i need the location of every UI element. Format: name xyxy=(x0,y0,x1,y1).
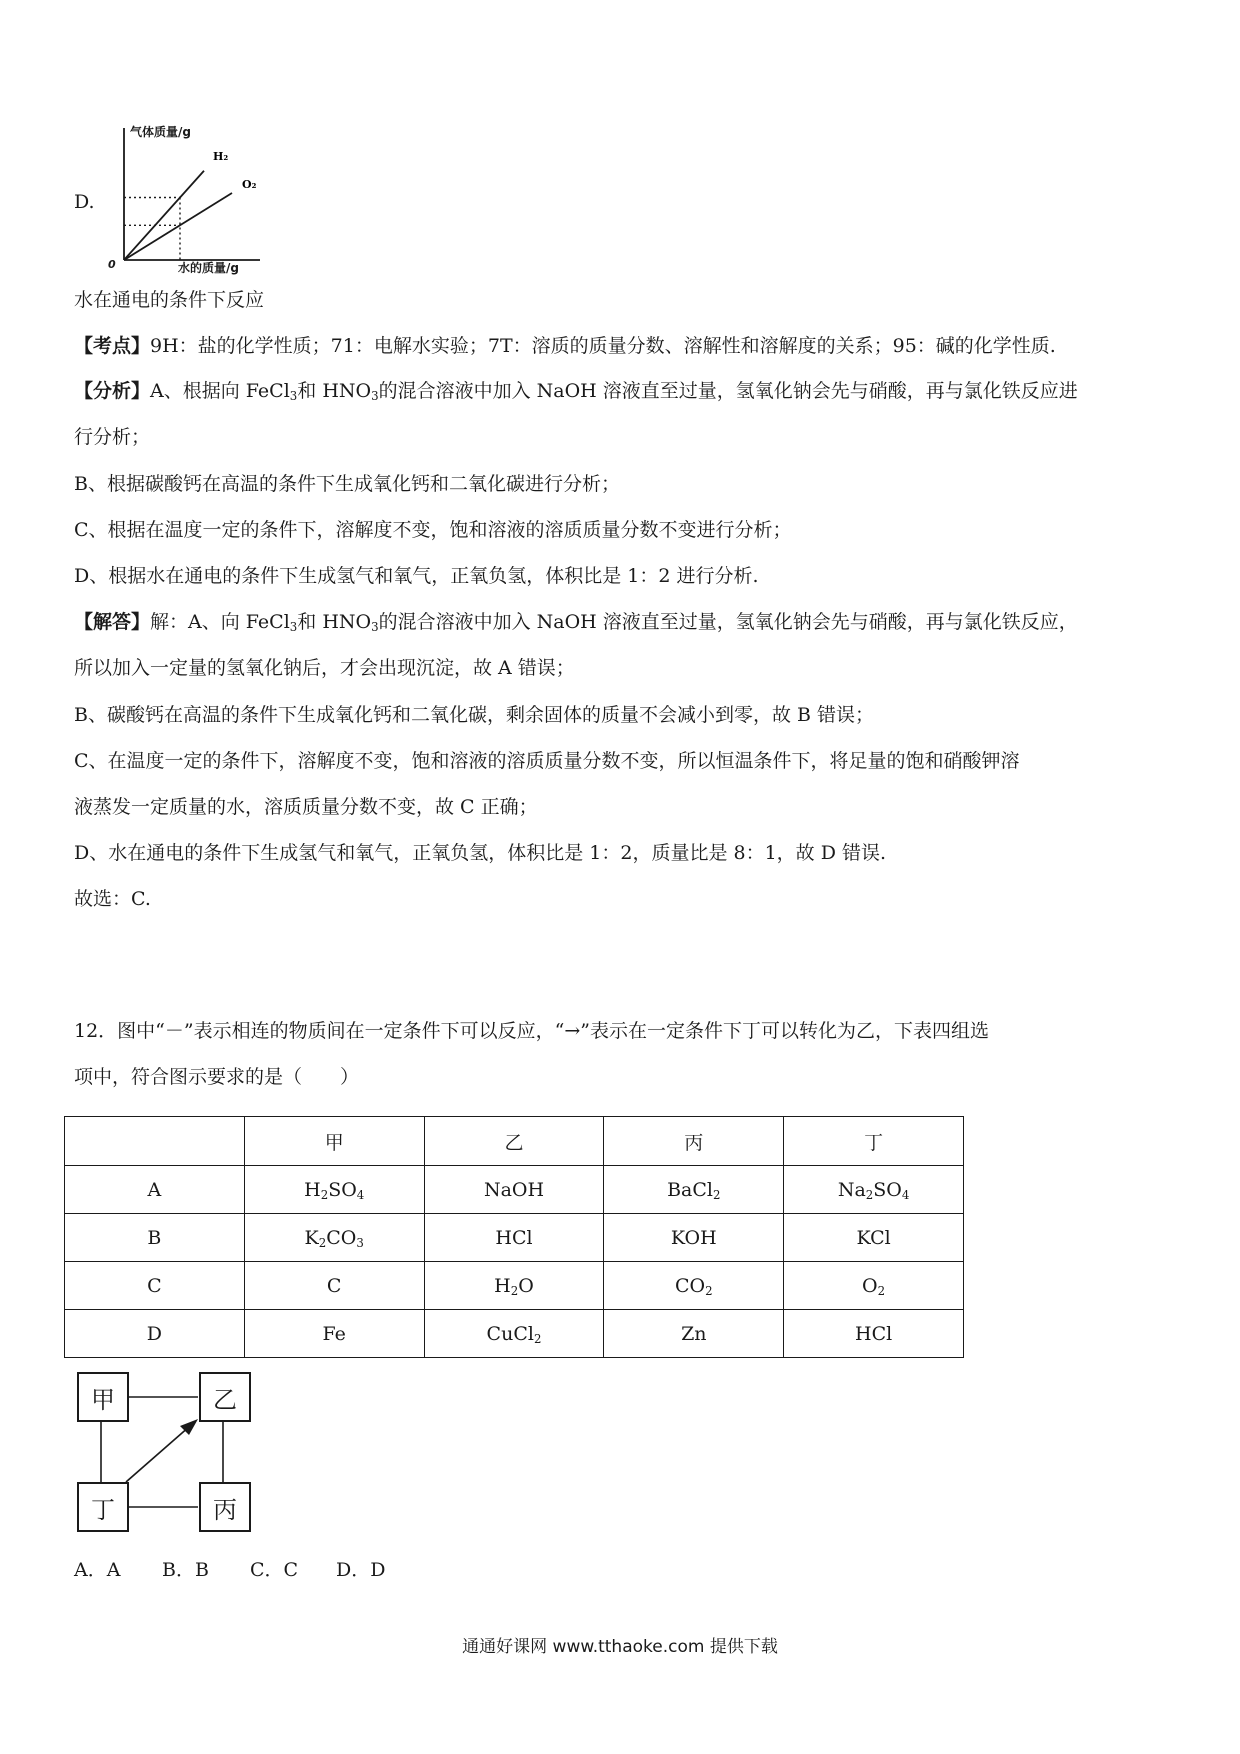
formula-part: CO xyxy=(674,1274,706,1297)
formula-subscript: 3 xyxy=(356,1235,364,1250)
jieda-a-text-1: 解：A、向 FeCl xyxy=(150,611,290,633)
formula-cell xyxy=(784,1262,964,1310)
row-label: C xyxy=(65,1262,245,1310)
formula-subscript: 4 xyxy=(356,1187,365,1202)
formula-subscript: 2 xyxy=(318,1235,327,1250)
formula-cell xyxy=(604,1310,784,1358)
jieda-d: D、水在通电的条件下生成氢气和氧气，正氧负氢，体积比是 1：2，质量比是 8：1，故 D 错误. xyxy=(74,842,887,864)
fenxi-a-text-1: A、根据向 FeCl xyxy=(150,380,290,402)
choice-b[interactable]: B．B xyxy=(162,1559,209,1581)
formula-part: C xyxy=(326,1274,342,1297)
kaodian-line xyxy=(74,334,1056,358)
table-header-cell: 甲 xyxy=(244,1117,424,1166)
table-header-cell xyxy=(65,1117,245,1166)
row-label: D xyxy=(65,1310,245,1358)
series-label-o2: O₂ xyxy=(242,178,257,191)
fenxi-b: B、根据碳酸钙在高温的条件下生成氧化钙和二氧化碳进行分析； xyxy=(74,473,620,495)
series-line-1 xyxy=(124,193,232,260)
formula-cell xyxy=(424,1166,604,1214)
formula-part: NaOH xyxy=(483,1178,545,1201)
formula-part: CuCl xyxy=(486,1322,534,1345)
table-header-cell: 乙 xyxy=(424,1117,604,1166)
formula-part: K xyxy=(304,1226,319,1249)
table-row xyxy=(65,1310,964,1358)
formula-part: O xyxy=(862,1274,878,1297)
jieda-c-cont: 液蒸发一定质量的水，溶质质量分数不变，故 C 正确； xyxy=(74,796,538,818)
subscript: 3 xyxy=(289,619,298,634)
table-row xyxy=(65,1262,964,1310)
table-header-row xyxy=(65,1117,964,1166)
jieda-a-cont: 所以加入一定量的氢氧化钠后，才会出现沉淀，故 A 错误； xyxy=(74,657,575,679)
formula-part: CO xyxy=(326,1226,357,1249)
formula-part: SO xyxy=(873,1178,902,1201)
chart-origin: 0 xyxy=(108,258,116,271)
kaodian-label: 【考点】 xyxy=(74,335,151,357)
formula-subscript: 4 xyxy=(901,1187,910,1202)
fenxi-a-text-3: 的混合溶液中加入 NaOH 溶液直至过量，氢氧化钠会先与硝酸，再与氯化铁反应进 xyxy=(378,380,1078,402)
choice-d[interactable]: D．D xyxy=(336,1559,386,1581)
formula-part: KOH xyxy=(670,1226,717,1249)
kaodian-text: 9H：盐的化学性质；71：电解水实验；7T：溶质的质量分数、溶解性和溶解度的关系；95：碱的化学性质. xyxy=(150,335,1056,357)
answer-choices xyxy=(74,1558,385,1582)
option-d-label: D. xyxy=(74,191,95,213)
fenxi-d: D、根据水在通电的条件下生成氢气和氧气，正氧负氢，体积比是 1：2 进行分析. xyxy=(74,565,759,587)
formula-part: KCl xyxy=(856,1226,891,1249)
table-row xyxy=(65,1214,964,1262)
series-label-h2: H₂ xyxy=(213,150,229,163)
formula-cell xyxy=(784,1310,964,1358)
formula-cell xyxy=(424,1310,604,1358)
formula-part: Na xyxy=(837,1178,866,1201)
formula-subscript: 2 xyxy=(510,1283,519,1298)
table-header-cell: 丙 xyxy=(604,1117,784,1166)
subscript: 3 xyxy=(289,388,298,403)
formula-cell xyxy=(244,1310,424,1358)
formula-cell xyxy=(604,1214,784,1262)
options-table xyxy=(64,1116,964,1358)
fenxi-a-text-2: 和 HNO xyxy=(297,380,372,402)
row-label: B xyxy=(65,1214,245,1262)
chart-ylabel: 气体质量/g xyxy=(130,125,191,139)
formula-part: Fe xyxy=(322,1322,346,1345)
answer-line: 故选：C. xyxy=(74,888,151,910)
formula-subscript: 2 xyxy=(877,1283,886,1298)
formula-part: BaCl xyxy=(667,1178,713,1201)
jieda-line-a xyxy=(74,610,1078,634)
node-ding: 丁 xyxy=(77,1482,129,1532)
fenxi-a-cont: 行分析； xyxy=(74,426,151,448)
subscript: 3 xyxy=(371,388,379,403)
jieda-b: B、碳酸钙在高温的条件下生成氧化钙和二氧化碳，剩余固体的质量不会减小到零，故 B 错误； xyxy=(74,704,875,726)
formula-subscript: 2 xyxy=(320,1187,329,1202)
formula-subscript: 2 xyxy=(705,1283,713,1298)
series-line-0 xyxy=(124,171,204,260)
formula-cell xyxy=(424,1214,604,1262)
formula-part: Zn xyxy=(681,1322,707,1345)
subscript: 3 xyxy=(371,619,379,634)
formula-part: SO xyxy=(328,1178,357,1201)
formula-part: O xyxy=(518,1274,534,1297)
question12-stem-2: 项中，符合图示要求的是（ ） xyxy=(74,1066,360,1088)
table-row xyxy=(65,1166,964,1214)
formula-subscript: 2 xyxy=(865,1187,874,1202)
jieda-c: C、在温度一定的条件下，溶解度不变，饱和溶液的溶质质量分数不变，所以恒温条件下，将足量的饱和硝酸钾溶 xyxy=(74,750,1020,772)
formula-cell xyxy=(784,1166,964,1214)
fenxi-label: 【分析】 xyxy=(74,380,151,402)
formula-part: H xyxy=(304,1178,321,1201)
formula-cell xyxy=(244,1166,424,1214)
formula-cell xyxy=(244,1262,424,1310)
node-yi: 乙 xyxy=(199,1372,251,1422)
table-header-cell: 丁 xyxy=(784,1117,964,1166)
formula-part: HCl xyxy=(855,1322,893,1345)
jieda-a-text-3: 的混合溶液中加入 NaOH 溶液直至过量，氢氧化钠会先与硝酸，再与氯化铁反应， xyxy=(378,611,1078,633)
arrow-ding-to-yi xyxy=(126,1426,190,1482)
formula-subscript: 2 xyxy=(712,1187,721,1202)
formula-cell xyxy=(604,1262,784,1310)
formula-cell xyxy=(784,1214,964,1262)
node-bing: 丙 xyxy=(199,1482,251,1532)
gas-mass-chart xyxy=(108,120,278,280)
question12-stem-1: 12．图中“－”表示相连的物质间在一定条件下可以反应，“→”表示在一定条件下丁可以转化为乙，下表四组选 xyxy=(74,1020,989,1042)
option-d-caption: 水在通电的条件下反应 xyxy=(74,289,265,311)
formula-cell xyxy=(604,1166,784,1214)
node-jia: 甲 xyxy=(77,1372,129,1422)
formula-cell xyxy=(424,1262,604,1310)
footer-credit: 通通好课网 www.tthaoke.com 提供下载 xyxy=(462,1637,778,1657)
row-label: A xyxy=(65,1166,245,1214)
fenxi-line-a xyxy=(74,379,1078,403)
jieda-a-text-2: 和 HNO xyxy=(297,611,372,633)
chart-xlabel: 水的质量/g xyxy=(178,261,239,275)
formula-part: H xyxy=(494,1274,511,1297)
formula-part: HCl xyxy=(495,1226,533,1249)
choice-a[interactable]: A．A xyxy=(74,1559,121,1581)
choice-c[interactable]: C．C xyxy=(250,1559,299,1581)
fenxi-c: C、根据在温度一定的条件下，溶解度不变，饱和溶液的溶质质量分数不变进行分析； xyxy=(74,519,792,541)
formula-subscript: 2 xyxy=(533,1331,542,1346)
formula-cell xyxy=(244,1214,424,1262)
jieda-label: 【解答】 xyxy=(74,611,151,633)
